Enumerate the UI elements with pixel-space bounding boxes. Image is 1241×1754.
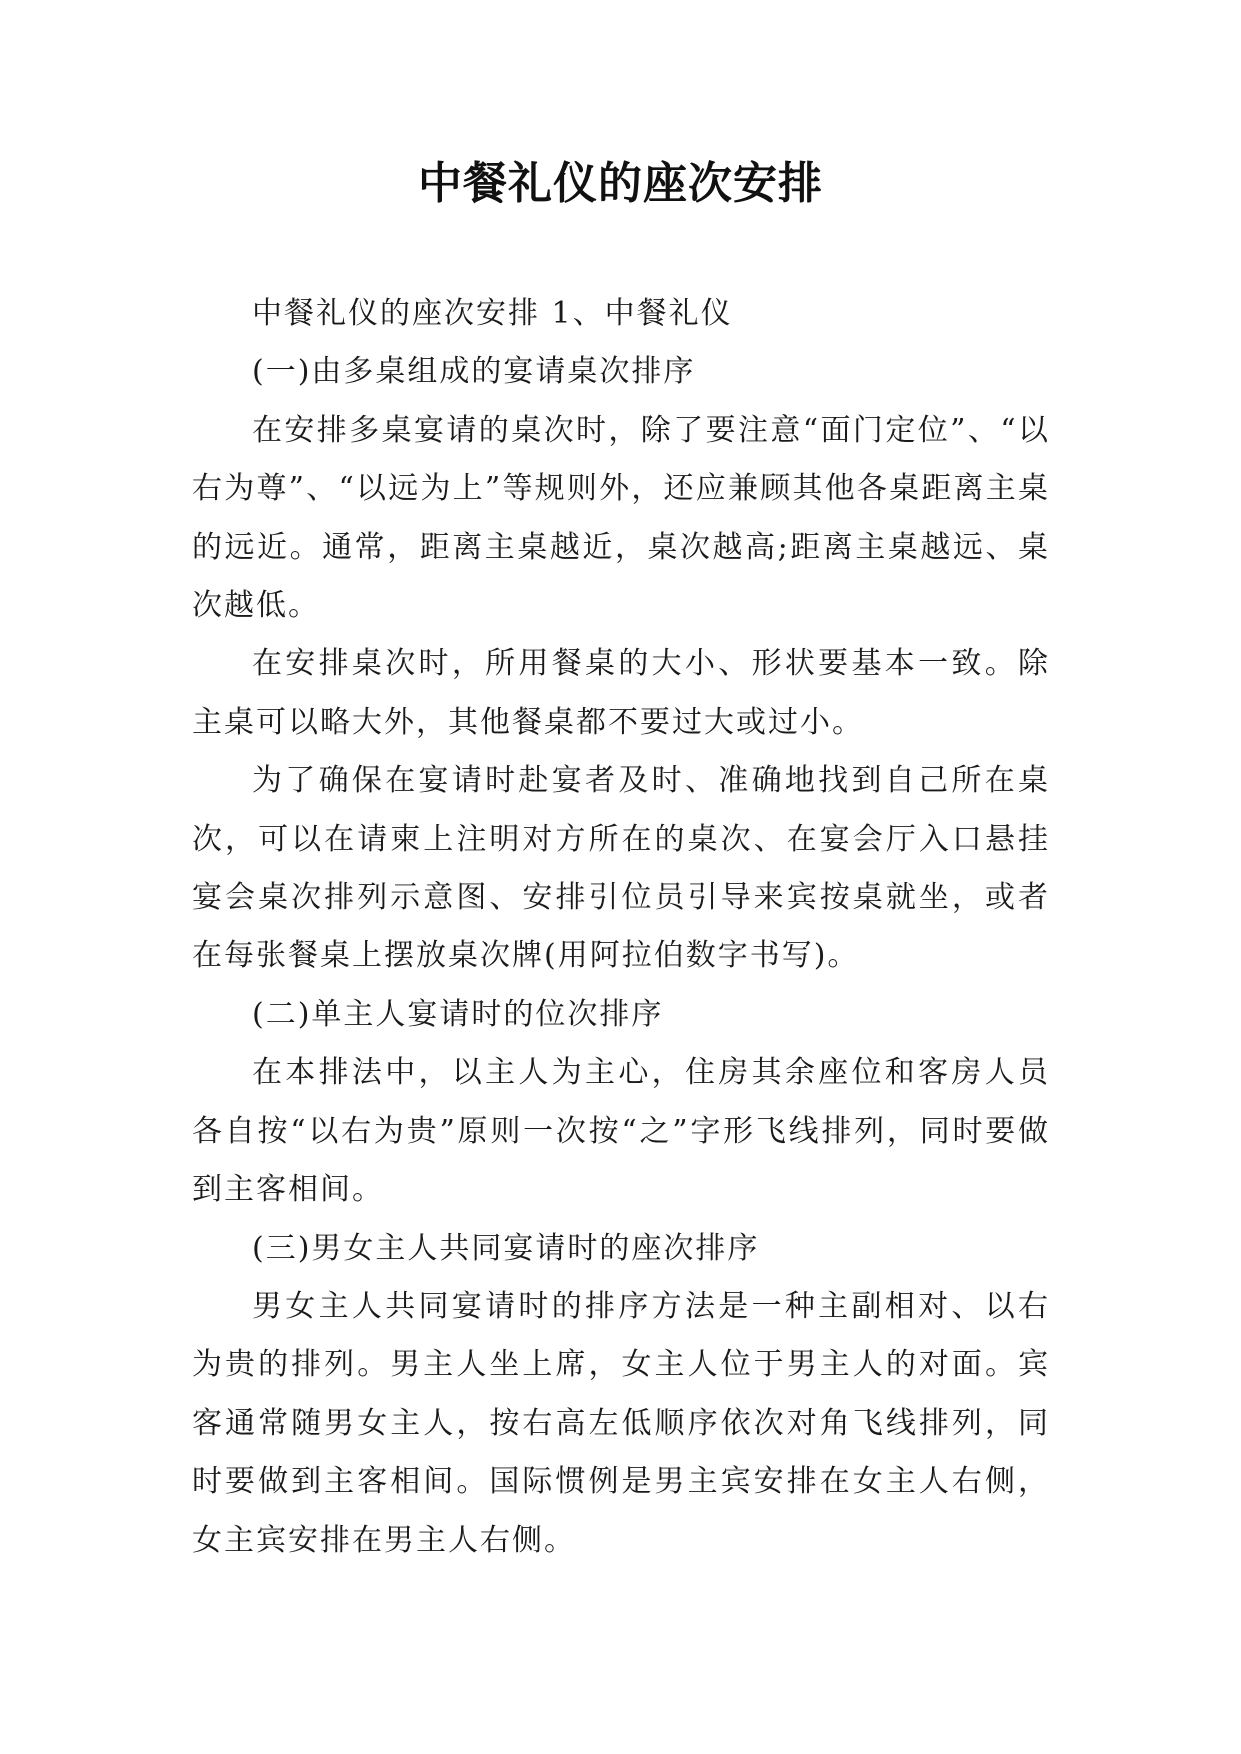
paragraph: 在安排多桌宴请的桌次时，除了要注意“面门定位”、“以右为尊”、“以远为上”等规则外，还应兼顾其他各桌距离主桌的远近。通常，距离主桌越近，桌次越高;距离主桌越远、桌次越低。 bbox=[192, 412, 1050, 624]
paragraph: 在安排桌次时，所用餐桌的大小、形状要基本一致。除主桌可以略大外，其他餐桌都不要过大或过小。 bbox=[192, 646, 1050, 740]
section-heading-2: (二)单主人宴请时的位次排序 bbox=[252, 996, 664, 1032]
paragraph: 为了确保在宴请时赴宴者及时、准确地找到自己所在桌次，可以在请柬上注明对方所在的桌次、在宴会厅入口悬挂宴会桌次排列示意图、安排引位员引导来宾按桌就坐，或者在每张餐桌上摆放桌次牌(用阿拉伯数字书写)。 bbox=[192, 763, 1050, 974]
paragraph: 在本排法中，以主人为主心，住房其余座位和客房人员各自按“以右为贵”原则一次按“之”字形飞线排列，同时要做到主客相间。 bbox=[192, 1055, 1050, 1208]
document-body bbox=[192, 285, 1050, 1570]
paragraph: 男女主人共同宴请时的排序方法是一种主副相对、以右为贵的排列。男主人坐上席，女主人位于男主人的对面。宾客通常随男女主人，按右高左低顺序依次对角飞线排列，同时要做到主客相间。国际惯例是男主宾安排在女主人右侧，女主宾安排在男主人右侧。 bbox=[192, 1288, 1050, 1558]
section-heading-3: (三)男女主人共同宴请时的座次排序 bbox=[252, 1230, 760, 1266]
paragraph-intro: 中餐礼仪的座次安排 1、中餐礼仪 bbox=[252, 296, 733, 331]
document-title: 中餐礼仪的座次安排 bbox=[418, 158, 823, 209]
section-heading-1: (一)由多桌组成的宴请桌次排序 bbox=[252, 354, 696, 390]
